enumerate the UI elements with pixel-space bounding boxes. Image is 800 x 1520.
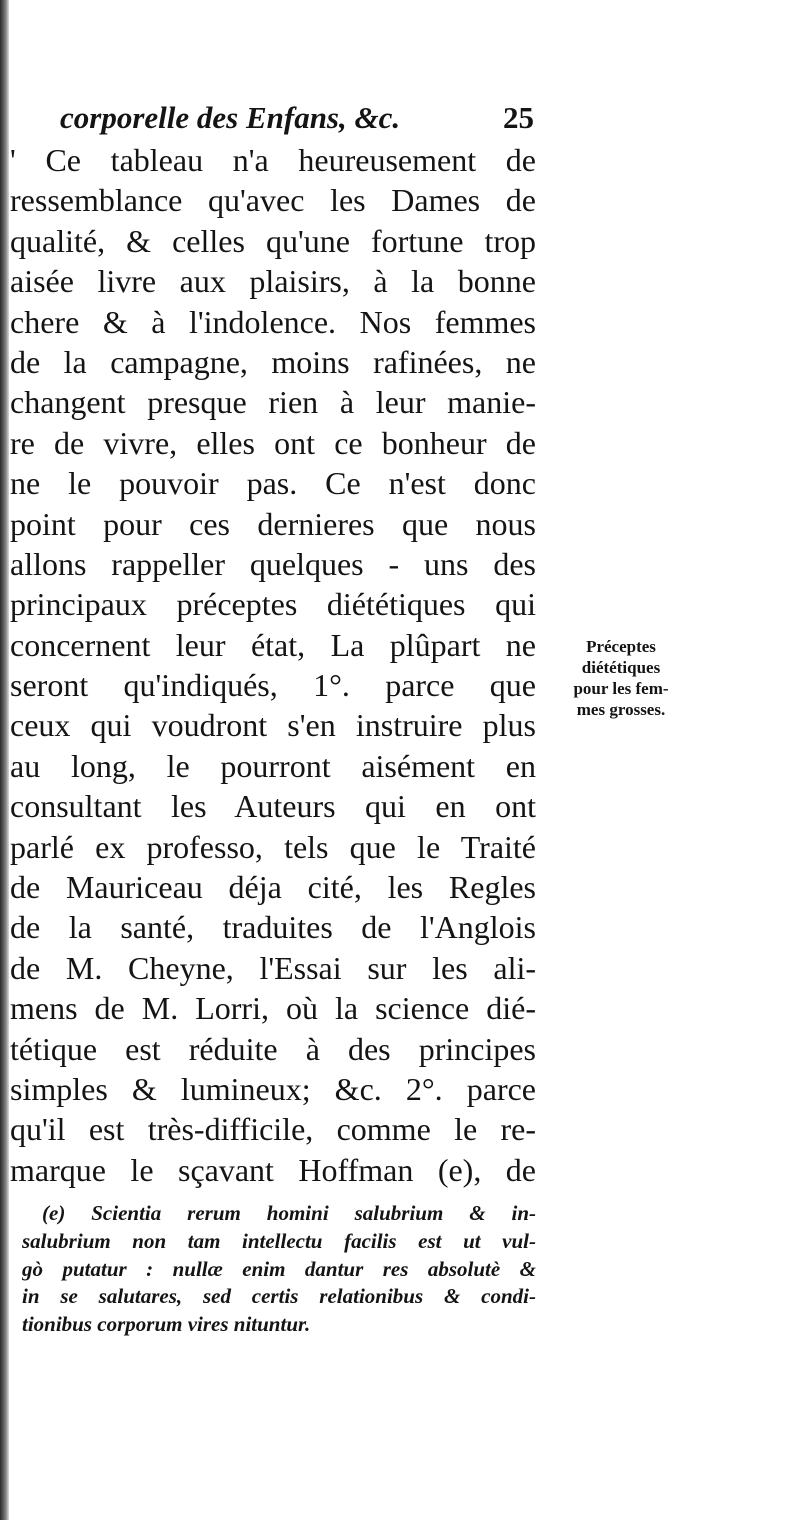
text-line: de Mauriceau déja cité, les Regles: [10, 869, 536, 906]
margin-note-line: mes grosses.: [576, 700, 666, 719]
text-line: ressemblance qu'avec les Dames de: [10, 182, 536, 219]
margin-note: [546, 636, 696, 720]
text-line: parlé ex professo, tels que le Traité: [10, 828, 536, 865]
text-line: chere & à l'indolence. Nos femmes: [10, 303, 536, 340]
footnote-line: gò putatur : nullæ enim dantur res absolutè &: [22, 1256, 536, 1281]
margin-note-line: Préceptes: [586, 637, 656, 656]
text-line: de la santé, traduites de l'Anglois: [10, 909, 536, 946]
running-title: corporelle des Enfans, &c.: [60, 100, 401, 135]
text-line: au long, le pourront aisément en: [10, 747, 536, 784]
text-line: ceux qui voudront s'en instruire plus: [10, 707, 536, 744]
text-line: concernent leur état, La plûpart ne: [10, 626, 536, 663]
text-line: allons rappeller quelques - uns des: [10, 545, 536, 582]
footnote-line: tionibus corporum vires nituntur.: [22, 1312, 311, 1337]
text-line: ' Ce tableau n'a heureusement de: [10, 142, 536, 178]
margin-note-line: diététiques: [581, 658, 661, 677]
text-line: marque le sçavant Hoffman (e), de: [10, 1151, 536, 1188]
text-line: qualité, & celles qu'une fortune trop: [10, 222, 536, 259]
text-line: seront qu'indiqués, 1°. parce que: [10, 667, 536, 704]
text-line: de M. Cheyne, l'Essai sur les ali-: [10, 949, 536, 986]
text-line: consultant les Auteurs qui en ont: [10, 788, 536, 825]
text-line: simples & lumineux; &c. 2°. parce: [10, 1070, 536, 1107]
text-line: aisée livre aux plaisirs, à la bonne: [10, 263, 536, 300]
text-line: de la campagne, moins rafinées, ne: [10, 343, 536, 380]
text-line: changent presque rien à leur manie-: [10, 384, 536, 421]
body-text: [10, 140, 536, 1190]
footnote-line: in se salutares, sed certis relationibus & condi-: [22, 1284, 536, 1309]
footnote-line: (e) Scientia rerum homini salubrium & in-: [42, 1201, 536, 1225]
text-line: tétique est réduite à des principes: [10, 1030, 536, 1067]
margin-note-line: pour les fem-: [573, 679, 669, 698]
text-line: mens de M. Lorri, où la science dié-: [10, 990, 536, 1027]
footnote: [22, 1200, 536, 1339]
page-number: 25: [503, 100, 534, 135]
text-line: qu'il est très-difficile, comme le re-: [10, 1111, 536, 1148]
text-line: ne le pouvoir pas. Ce n'est donc: [10, 465, 536, 502]
text-line: point pour ces dernieres que nous: [10, 505, 536, 542]
text-line: re de vivre, elles ont ce bonheur de: [10, 424, 536, 461]
footnote-line: salubrium non tam intellectu facilis est ut vul-: [22, 1228, 536, 1253]
text-line: principaux préceptes diététiques qui: [10, 586, 536, 623]
page-spine-shadow: [0, 0, 9, 1520]
